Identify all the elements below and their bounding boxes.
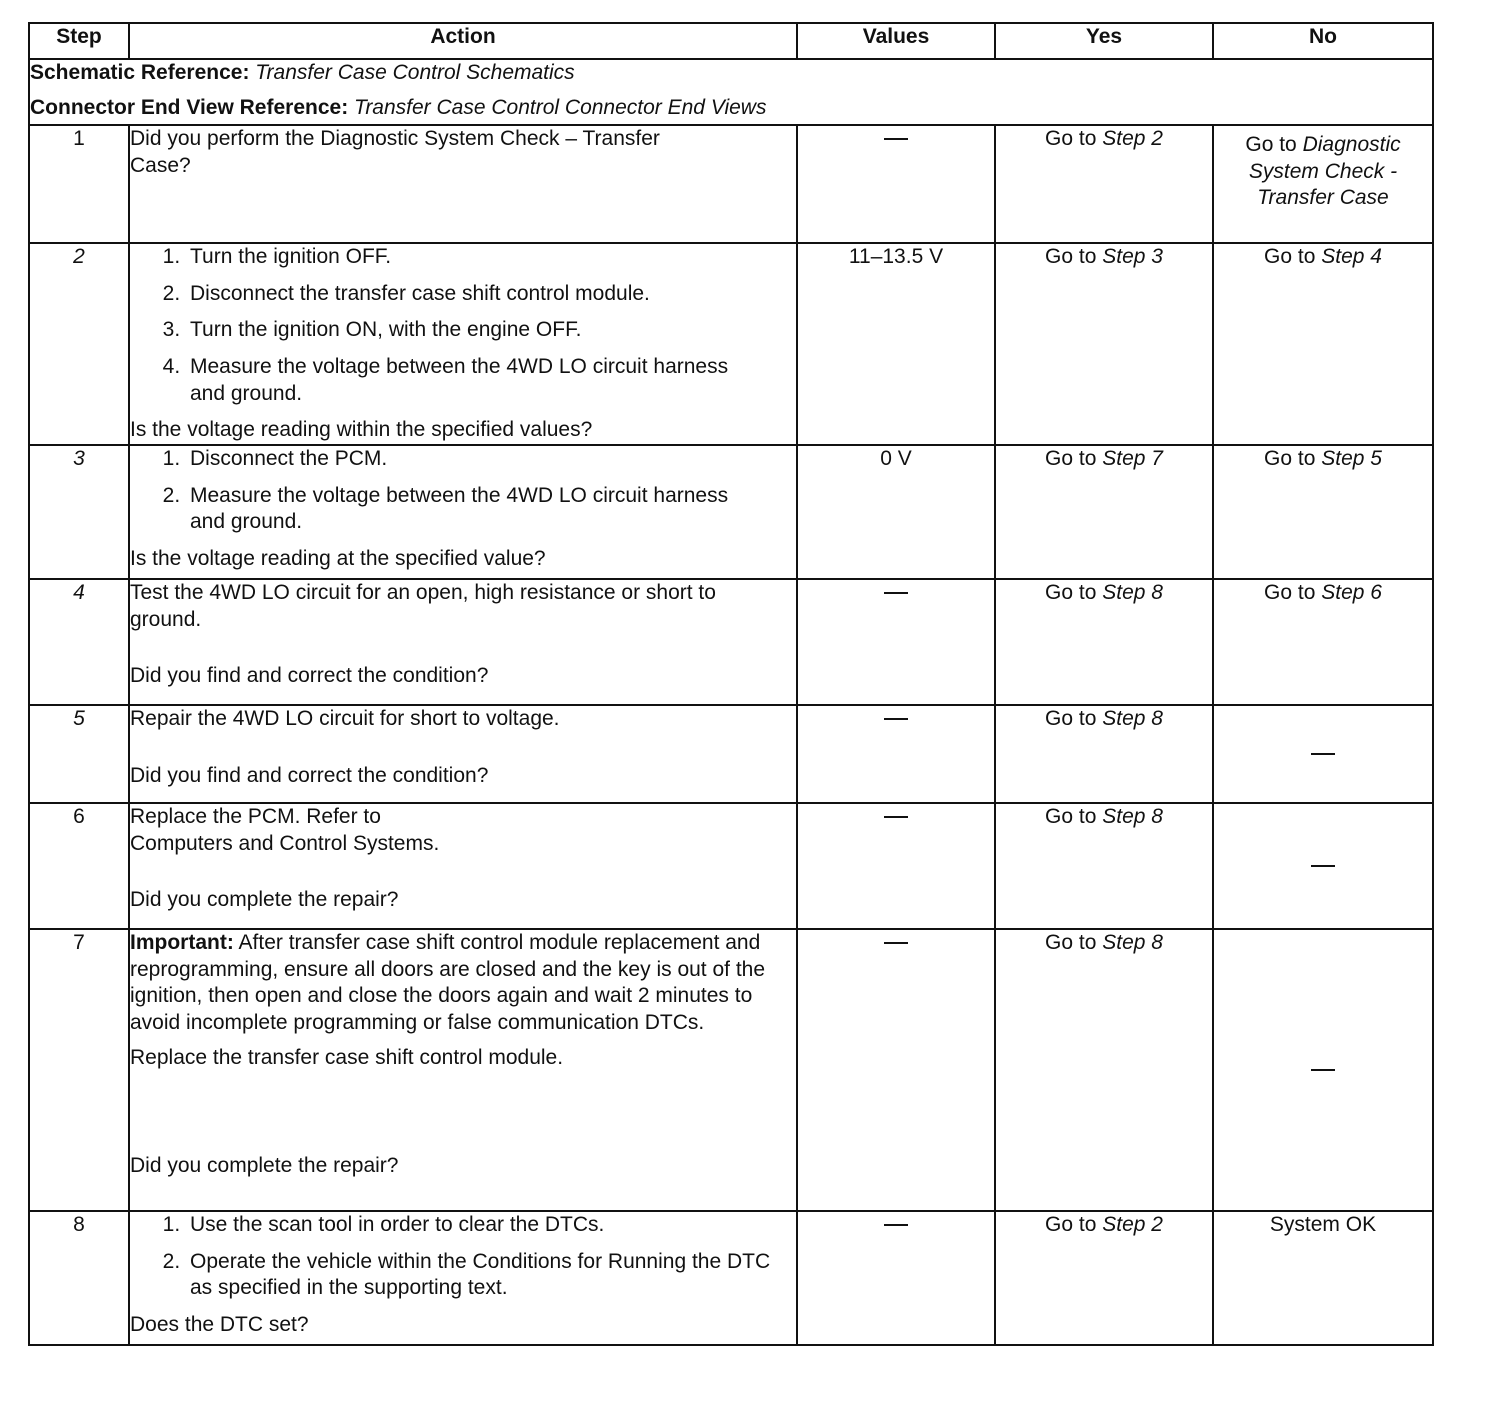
no-step: Step 5	[1321, 447, 1382, 470]
no-step: Step 6	[1321, 581, 1382, 604]
no-link[interactable]	[1264, 447, 1382, 470]
table-row	[29, 929, 1433, 1211]
action-question: Did you complete the repair?	[130, 1154, 399, 1178]
connector-reference-link[interactable]: Transfer Case Control Connector End Views	[354, 95, 767, 119]
action-list	[130, 446, 796, 536]
header-yes: Yes	[995, 23, 1213, 59]
yes-step: Step 8	[1102, 805, 1163, 828]
action-list-item: 1. Use the scan tool in order to clear the DTCs.	[186, 1212, 796, 1239]
values-cell: 0 V	[797, 445, 995, 579]
empty-value-dash	[1311, 753, 1335, 755]
no-cell	[1213, 803, 1433, 929]
go-to-label: Go to	[1045, 447, 1097, 470]
action-reference[interactable]: Computers and Control Systems.	[130, 831, 440, 855]
step-number: 3	[29, 445, 129, 579]
no-cell	[1213, 579, 1433, 705]
action-text: Replace the transfer case shift control module.	[130, 1045, 564, 1069]
empty-value-dash	[1311, 1069, 1335, 1071]
yes-link[interactable]	[1045, 581, 1163, 604]
yes-cell	[995, 125, 1213, 243]
yes-link[interactable]	[1045, 805, 1163, 828]
action-question: Did you find and correct the condition?	[130, 763, 489, 787]
empty-value-dash	[1311, 865, 1335, 867]
values-cell	[797, 705, 995, 803]
important-label: Important:	[130, 931, 234, 954]
action-question: Does the DTC set?	[130, 1312, 309, 1336]
action-list-item: 1. Disconnect the PCM.	[186, 446, 796, 473]
yes-step: Step 8	[1102, 707, 1163, 730]
action-text: Replace the PCM. Refer to	[130, 805, 381, 828]
reference-row	[29, 59, 1433, 125]
values-cell	[797, 929, 995, 1211]
go-to-label: Go to	[1264, 581, 1316, 604]
yes-link[interactable]	[1045, 127, 1163, 150]
action-cell	[129, 243, 797, 445]
yes-step: Step 3	[1102, 245, 1163, 268]
no-cell	[1213, 1211, 1433, 1345]
action-cell	[129, 929, 797, 1211]
yes-link[interactable]	[1045, 707, 1163, 730]
yes-step: Step 8	[1102, 581, 1163, 604]
yes-cell	[995, 1211, 1213, 1345]
yes-cell	[995, 243, 1213, 445]
header-action: Action	[129, 23, 797, 59]
schematic-reference-link[interactable]: Transfer Case Control Schematics	[255, 61, 575, 84]
values-cell	[797, 803, 995, 929]
values-cell	[797, 579, 995, 705]
no-step: Step 4	[1321, 245, 1382, 268]
yes-cell	[995, 445, 1213, 579]
yes-link[interactable]	[1045, 447, 1163, 470]
yes-link[interactable]	[1045, 931, 1163, 954]
table-row	[29, 1211, 1433, 1345]
go-to-label: Go to	[1264, 447, 1316, 470]
action-cell	[129, 579, 797, 705]
header-row	[29, 23, 1433, 59]
values-cell	[797, 125, 995, 243]
yes-cell	[995, 705, 1213, 803]
step-number: 8	[29, 1211, 129, 1345]
action-cell	[129, 705, 797, 803]
no-cell	[1213, 243, 1433, 445]
go-to-label: Go to	[1045, 127, 1097, 150]
table-row	[29, 445, 1433, 579]
no-cell	[1213, 705, 1433, 803]
schematic-reference-label: Schematic Reference:	[30, 61, 250, 84]
action-list	[130, 1212, 796, 1302]
empty-value-dash	[884, 1224, 908, 1226]
action-cell	[129, 803, 797, 929]
yes-link[interactable]	[1045, 245, 1163, 268]
action-list-item: 2. Measure the voltage between the 4WD LO circuit harness and ground.	[186, 483, 796, 536]
yes-step: Step 7	[1102, 447, 1163, 470]
action-question: Did you find and correct the condition?	[130, 664, 489, 688]
header-step: Step	[29, 23, 129, 59]
values-cell: 11–13.5 V	[797, 243, 995, 445]
header-no: No	[1213, 23, 1433, 59]
go-to-label: Go to	[1045, 931, 1097, 954]
action-list	[130, 244, 796, 407]
step-number: 2	[29, 243, 129, 445]
table-row	[29, 579, 1433, 705]
no-cell	[1213, 125, 1433, 243]
action-text: Test the 4WD LO circuit for an open, high resistance or short to ground.	[130, 581, 716, 631]
step-number: 7	[29, 929, 129, 1211]
no-target: Diagnostic System Check - Transfer Case	[1248, 133, 1401, 210]
yes-step: Step 8	[1102, 931, 1163, 954]
go-to-label: Go to	[1045, 1213, 1097, 1236]
action-list-item: 4. Measure the voltage between the 4WD LO circuit harness and ground.	[186, 354, 796, 407]
action-list-item: 2. Operate the vehicle within the Conditions for Running the DTC as specified in the supporting text.	[186, 1249, 796, 1302]
action-list-item: 2. Disconnect the transfer case shift control module.	[186, 281, 796, 308]
important-text: After transfer case shift control module replacement and reprogramming, ensure all doors are closed and the key is out of the ignition, then open and close the doors again and wait 2 minutes to avoid incomplete programming or false communication DTCs.	[130, 931, 766, 1034]
yes-cell	[995, 579, 1213, 705]
table-row	[29, 243, 1433, 445]
step-number: 6	[29, 803, 129, 929]
action-cell	[129, 445, 797, 579]
no-link[interactable]	[1264, 245, 1382, 268]
no-cell	[1213, 929, 1433, 1211]
action-text: Repair the 4WD LO circuit for short to voltage.	[130, 707, 560, 730]
yes-step: Step 2	[1102, 1213, 1163, 1236]
table-row	[29, 803, 1433, 929]
no-result: System OK	[1269, 1213, 1377, 1236]
no-link[interactable]	[1264, 581, 1382, 604]
table-row	[29, 705, 1433, 803]
diagnostic-table	[28, 22, 1434, 1346]
action-text: Did you perform the Diagnostic System Check – Transfer Case?	[130, 127, 660, 177]
go-to-label: Go to	[1045, 245, 1097, 268]
action-question: Is the voltage reading at the specified value?	[130, 546, 546, 570]
go-to-label: Go to	[1045, 707, 1097, 730]
action-cell	[129, 1211, 797, 1345]
yes-cell	[995, 803, 1213, 929]
empty-value-dash	[884, 816, 908, 818]
go-to-label: Go to	[1045, 581, 1097, 604]
go-to-label: Go to	[1264, 245, 1316, 268]
connector-reference	[30, 95, 1432, 122]
step-number: 5	[29, 705, 129, 803]
empty-value-dash	[884, 592, 908, 594]
empty-value-dash	[884, 138, 908, 140]
values-cell	[797, 1211, 995, 1345]
go-to-label: Go to	[1245, 133, 1297, 156]
schematic-reference	[30, 60, 1432, 87]
header-values: Values	[797, 23, 995, 59]
action-list-item: 1. Turn the ignition OFF.	[186, 244, 796, 271]
action-cell	[129, 125, 797, 243]
no-cell	[1213, 445, 1433, 579]
empty-value-dash	[884, 718, 908, 720]
empty-value-dash	[884, 942, 908, 944]
important-note	[130, 930, 796, 1037]
action-question: Is the voltage reading within the specified values?	[130, 418, 593, 442]
no-link[interactable]	[1245, 133, 1400, 209]
action-question: Did you complete the repair?	[130, 888, 399, 912]
step-number: 1	[29, 125, 129, 243]
yes-step: Step 2	[1102, 127, 1163, 150]
connector-reference-label: Connector End View Reference:	[30, 95, 349, 119]
reference-cell	[29, 59, 1433, 125]
go-to-label: Go to	[1045, 805, 1097, 828]
yes-cell	[995, 929, 1213, 1211]
yes-link[interactable]	[1045, 1213, 1163, 1236]
table-row	[29, 125, 1433, 243]
action-list-item: 3. Turn the ignition ON, with the engine OFF.	[186, 317, 796, 344]
step-number: 4	[29, 579, 129, 705]
